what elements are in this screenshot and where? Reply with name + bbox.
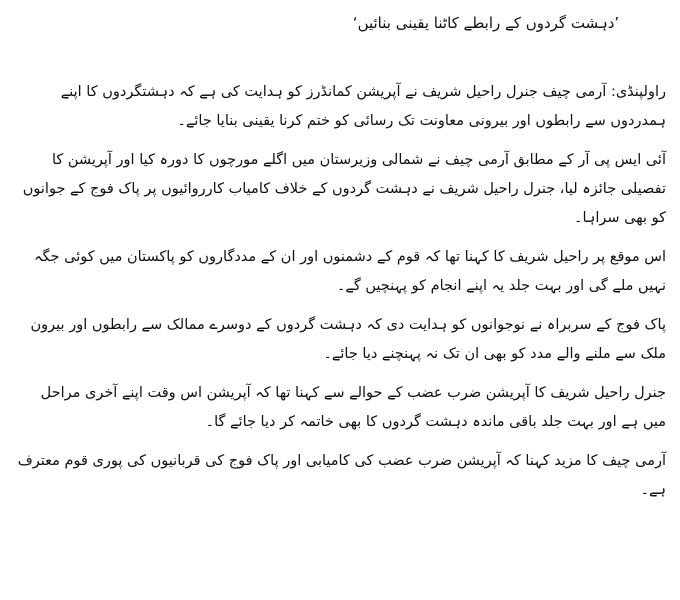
article [14,0,666,505]
paragraph-5: جنرل راحیل شریف کا آپریشن ضرب عضب کے حوالے سے کہنا تھا کہ آپریشن اس وقت اپنے آخری مراحل میں ہے اور بہت جلد باقی ماندہ دہشت گردوں کا بھی خاتمہ کر دیا جائے گا۔ [40,385,666,430]
headline: ’دہشت گردوں کے رابطے کاٹنا یقینی بنائیں‘ [352,14,620,32]
paragraph-1: راولپنڈی: آرمی چیف جنرل راحیل شریف نے آپریشن کمانڈرز کو ہدایت کی ہے کہ دہشتگردوں کا اپنے ہمدردوں سے رابطوں اور بیرونی معاونت تک رسائی کو ختم کرنا یقینی بنایا جائے۔ [60,84,666,129]
paragraph-4: پاک فوج کے سربراہ نے نوجوانوں کو ہدایت دی کہ دہشت گردوں کے دوسرے ممالک سے رابطوں اور بیرون ملک سے ملنے والے مدد کو بھی ان تک نہ پہنچنے دیا جائے۔ [30,317,666,362]
paragraph-3: اس موقع پر راحیل شریف کا کہنا تھا کہ قوم کے دشمنوں اور ان کے مددگاروں کو پاکستان میں کوئی جگہ نہیں ملے گی اور بہت جلد یہ اپنے انجام کو پہنچیں گے۔ [34,249,666,294]
paragraph-6: آرمی چیف کا مزید کہنا کہ آپریشن ضرب عضب کی کامیابی اور پاک فوج کی قربانیوں کی پوری قوم معترف ہے۔ [17,453,666,498]
paragraph-2: آئی ایس پی آر کے مطابق آرمی چیف نے شمالی وزیرستان میں اگلے مورچوں کا دورہ کیا اور آپریشن کا تفصیلی جائزہ لیا، جنرل راحیل شریف نے دہشت گردوں کے خلاف کامیاب کارروائیوں پر پاک فوج کے جوانوں کو بھی سراہا۔ [22,152,666,226]
